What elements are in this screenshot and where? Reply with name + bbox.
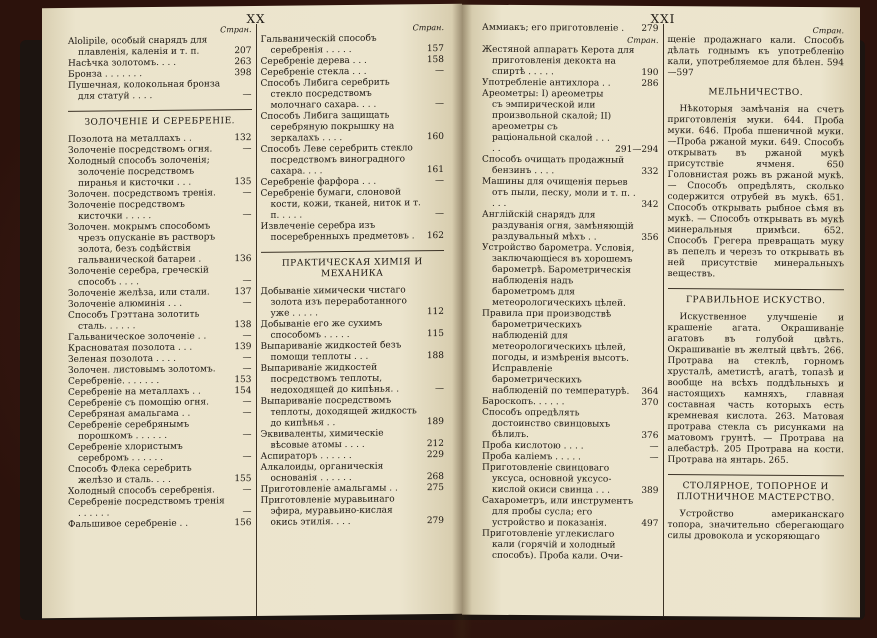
entry-title: Серебреніе стекла . . .: [260, 66, 367, 78]
entry-title: Сахарометръ, или инструментъ для пробы сусла; его устройство и показанія.: [482, 495, 634, 529]
entry-page: 115: [426, 328, 444, 340]
right-column-2: [663, 24, 849, 617]
entry-title: Англійскій снарядъ для раздуванія огня, замѣняющій раздувальный мѣхъ . .: [482, 209, 634, 243]
entry-title: Способъ Либига серебрить стекло посредствомъ молочнаго сахара. . . .: [260, 77, 390, 111]
index-entry: [482, 177, 659, 211]
index-entry: [68, 441, 252, 465]
entry-title: Приготовленіе амальгамы . .: [260, 483, 398, 495]
entry-page: 139: [234, 342, 252, 353]
entry-page: —: [435, 98, 444, 110]
entry-title: Серебреніе посредствомъ тренія . . . . . .: [68, 496, 225, 519]
entry-page: 370: [641, 397, 659, 408]
right-page: [462, 5, 860, 618]
entry-title: Золочен. мокрымъ способомъ чрезъ опусканіе въ растворъ золота, безъ содѣйствія гальванической батареи .: [68, 221, 216, 266]
entry-page: —: [242, 188, 252, 199]
entry-page: 364: [641, 386, 659, 397]
index-entry: [261, 428, 445, 452]
entry-title: Аспираторъ . . . . . .: [260, 450, 352, 462]
index-entry: [68, 221, 252, 267]
entry-title: Приготовленіе свинцоваго уксуса, основной уксусо-кислой окиси свинца . . .: [482, 462, 612, 496]
index-entry: [482, 210, 659, 244]
index-entry: [482, 89, 659, 156]
entry-title: Бароскопъ. . . . . .: [482, 396, 565, 408]
entry-page: —: [242, 485, 252, 496]
paragraph: Устройство американскаго топора, значительно сберегающаго силы дровокола и ускоряющаго: [667, 509, 844, 543]
entry-page: —: [242, 452, 252, 463]
entry-page: 112: [426, 306, 444, 318]
entry-title: Извлеченіе серебра изъ посеребренныхъ предметовъ .: [260, 220, 415, 243]
entry-page: 138: [234, 320, 252, 331]
entry-page: 156: [234, 518, 252, 529]
entry-title: Серебреніе дерева . . .: [260, 55, 367, 67]
entry-title: Выпариваніе жидкостей посредствомъ теплоты, недоходящей до кипѣнья. .: [260, 362, 400, 396]
entry-page: 212: [426, 438, 444, 450]
entry-page: —: [435, 208, 444, 220]
section-heading: ГРАВИЛЬНОЕ ИСКУСТВО.: [668, 288, 845, 307]
entry-title: Проба каліемъ . . . . .: [482, 451, 581, 463]
index-entry: [482, 155, 659, 178]
entry-title: Пушечная, колокольная бронза для статуй . . . .: [68, 79, 221, 102]
index-entry: [68, 199, 252, 223]
paragraph: щеніе продажнаго кали. Способъ дѣлать годнымъ къ употребленію кали, употребляемое для бѣлен. 594—597: [667, 35, 844, 79]
entry-page: —: [435, 65, 444, 77]
page-number: XXI: [650, 11, 676, 27]
entry-page: —: [435, 175, 444, 187]
entry-page: —: [242, 331, 252, 342]
entry-title: Золоченіе посредствомъ огня.: [68, 144, 213, 156]
index-entry: [261, 340, 445, 364]
entry-title: Золочен. листовымъ золотомъ.: [68, 364, 216, 376]
entry-title: Alolipile, особый снарядъ для плавленія, каленія и т. п.: [68, 35, 208, 58]
entry-title: Холодный способъ золоченія; золоченіе посредствомъ пиранья и кисточки . . .: [68, 155, 210, 189]
entry-title: Серебреніе фарфора . . .: [260, 176, 377, 188]
entry-title: Правила при производствѣ барометрическихъ наблюденій для метеорологическихъ цѣлей, погоды, и измѣренія высотъ. Исправленіе барометрическихъ наблюденій по температурѣ.: [482, 308, 630, 397]
entry-page: —: [242, 144, 252, 155]
entry-page: 389: [641, 485, 659, 496]
index-entry: [261, 494, 445, 529]
entry-page: 137: [234, 287, 252, 298]
entry-page: 356: [641, 232, 659, 243]
entry-page: —: [242, 364, 252, 375]
entry-title: Добываніе его же сухимъ способомъ . . . . .: [260, 318, 383, 341]
entry-title: Жестяной аппаратъ Керота для приготовленія декокта на спиртѣ . . . . .: [482, 44, 635, 78]
entry-page: 332: [641, 166, 659, 177]
entry-title: Серебряная амальгама . .: [68, 408, 191, 420]
entry-page: —: [649, 441, 659, 452]
pages-header: Стран.: [627, 35, 659, 45]
entry-title: Красноватая позолота . . .: [68, 342, 193, 354]
entry-title: Способъ опредѣлять достоинство свинцовыхъ бѣлилъ.: [482, 407, 611, 441]
entry-page: —: [242, 276, 252, 287]
entry-page: 207: [234, 46, 252, 57]
entry-page: —: [242, 298, 252, 309]
entry-title: Позолота на металлахъ . .: [68, 133, 192, 145]
entry-page: 154: [234, 386, 252, 397]
index-entry: [482, 23, 659, 35]
index-entry: [68, 463, 252, 487]
section-heading: МЕЛЬНИЧЕСТВО.: [708, 87, 804, 98]
entry-title: Гальваническое золоченіе . .: [68, 331, 207, 343]
entry-page: 342: [641, 199, 659, 210]
entry-page: 229: [426, 449, 444, 461]
entry-page: 135: [234, 177, 252, 188]
entry-page: 275: [426, 482, 444, 494]
index-entry: [261, 220, 445, 244]
entry-title: Устройство барометра. Условія, заключающіеся въ хорошемъ барометрѣ. Барометрическія наблюденія надъ барометромъ для метеорологическихъ цѣлей.: [482, 242, 635, 309]
entry-title: Способъ Либига защищать серебряную покрышку на зеркалахъ . . . .: [260, 110, 395, 144]
index-entry: [482, 408, 659, 442]
entry-page: 153: [234, 375, 252, 386]
paragraph: Нѣкоторыя замѣчанія на счетъ приготовленія муки. 644. Проба муки. 646. Проба пшеничной муки.—Проба ржаной муки. 649. Способъ открывать въ ржаной мукѣ присутствіе ячменя. 650 Головнистая рожь въ ржаной мукѣ. — Способъ опредѣлять, сколько содержится отрубей въ мукѣ. 651. Способъ открывать рыбное сѣмя въ мукѣ. — Способъ открывать въ мукѣ минеральныя примѣси. 652. Способъ Грегера превращать муку въ пепелъ и черезъ то открывать въ ней присутствіе минеральныхъ веществъ.: [667, 104, 844, 280]
section-heading: ЗОЛОЧЕНІЕ И СЕРЕБРЕНІЕ.: [68, 109, 252, 129]
entry-page: 268: [426, 471, 444, 483]
pages-header: Стран.: [412, 22, 444, 33]
left-column-1: [64, 24, 256, 618]
entry-title: Алкалоиды, органическія основанія . . . . . .: [260, 461, 384, 484]
entry-title: Золочен. посредствомъ тренія.: [68, 188, 216, 200]
index-entry: [482, 463, 659, 497]
entry-title: Приготовленіе муравьинаго эфира, муравьино-кислая окись этилія. . . .: [260, 494, 395, 528]
pages-header: Стран.: [220, 25, 252, 35]
entry-page: —: [242, 397, 252, 408]
entry-page: 190: [641, 67, 659, 78]
index-entry: [68, 265, 252, 289]
index-entry: [482, 243, 659, 310]
entry-title: Гальваническій способъ серебренія . . . . .: [260, 33, 377, 56]
entry-title: Способъ очищать продажный бензинъ . . . .: [482, 154, 625, 177]
index-entry: [68, 419, 252, 443]
index-entry: [68, 35, 252, 59]
entry-title: Зеленая позолота . . . .: [68, 353, 176, 365]
book-gutter: [452, 0, 472, 638]
index-entry: [68, 155, 252, 190]
section-heading: СТОЛЯРНОЕ, ТОПОРНОЕ И ПЛОТНИЧНОЕ МАСТЕРСТВО.: [668, 474, 845, 504]
entry-page: 188: [426, 350, 444, 362]
left-column-2: [256, 22, 449, 618]
left-page: [42, 4, 462, 618]
index-entry: [261, 395, 445, 430]
entry-page: 158: [426, 54, 444, 66]
entry-title: Золоченіе желѣза, или стали.: [68, 287, 210, 299]
index-entry: [68, 496, 252, 520]
index-entry: [261, 110, 445, 145]
entry-page: —: [242, 90, 252, 101]
index-entry: [482, 309, 659, 398]
index-entry: [482, 529, 659, 563]
index-entry: [482, 45, 659, 79]
entry-title: Серебреніе бумаги, слоновой кости, кожи, тканей, ниток и т. п. . . . .: [260, 187, 421, 221]
entry-title: Употребленіе антихлора . .: [482, 77, 611, 89]
entry-page: 279: [641, 23, 659, 34]
entry-title: Серебреніе хлористымъ серебромъ . . . . . .: [68, 441, 183, 464]
index-entry: [261, 77, 445, 112]
entry-page: 263: [234, 57, 252, 68]
entry-page: 398: [234, 68, 252, 79]
index-entry: [261, 33, 445, 57]
entry-title: Серебреніе съ помощію огня.: [68, 397, 209, 409]
entry-title: Холодный способъ серебренія.: [68, 485, 215, 497]
entry-title: Золоченіе алюминія . . .: [68, 298, 183, 310]
entry-title: Добываніе химически чистаго золота изъ переработанного уже . . . . .: [260, 285, 407, 319]
entry-page: 132: [234, 133, 252, 144]
entry-title: Серебреніе серебрянымъ порошкомъ . . . . . .: [68, 419, 190, 442]
entry-title: Эквиваленты, химическіе вѣсовые атомы . . . .: [260, 428, 384, 451]
entry-page: 162: [426, 230, 444, 242]
index-entry: [68, 79, 252, 103]
entry-title: Способъ Грэттана золотить сталь. . . . . .: [68, 309, 200, 332]
entry-page: 279: [426, 515, 444, 527]
entry-page: 155: [234, 474, 252, 485]
entry-title: Ареометры: I) ареометры съ эмпирической или произвольной скалой; II) ареометры съ раціональной скалой . . . . .: [482, 88, 612, 154]
entry-page: —: [242, 507, 252, 518]
entry-title: Золоченіе посредствомъ кисточки . . . . .: [68, 199, 185, 222]
index-entry: [261, 318, 445, 342]
entry-page: 160: [426, 131, 444, 143]
index-entry: [261, 143, 445, 178]
entry-page: 189: [426, 416, 444, 428]
entry-title: Насѣчка золотомъ. . . .: [68, 57, 177, 69]
entry-page: —: [242, 430, 252, 441]
entry-title: Серебреніе. . . . . . .: [68, 375, 160, 387]
index-entry: [261, 461, 445, 485]
entry-page: 136: [234, 254, 252, 265]
entry-title: Золоченіе серебра, греческій способъ . . . .: [68, 265, 209, 288]
index-entry: [482, 496, 659, 530]
entry-title: Фальшивое серебреніе . .: [68, 518, 189, 530]
entry-page: 497: [641, 518, 659, 529]
entry-page: 376: [641, 430, 659, 441]
entry-page: —: [242, 353, 252, 364]
entry-page: —: [242, 210, 252, 221]
page-number: XX: [246, 11, 266, 27]
entry-title: Способъ Флека серебрить желѣзо и сталь. . . .: [68, 463, 192, 486]
entry-title: Аммиакъ; его приготовленіе .: [482, 22, 625, 34]
paragraph: Искуственное улучшеніе и крашеніе агата. Окрашиваніе агатовъ въ голубой цвѣтъ. Окрашиваніе въ желтый цвѣтъ. 266. Протрава на стеклѣ, горномъ хрусталѣ, аметистѣ, агатѣ, топазѣ и вообще на всѣхъ поддѣльныхъ и настоящихъ камняхъ, главная составная часть которыхъ есть кремневая кислота. 263. Матовая протрава стекла съ рисунками на матовомъ грунтѣ. — Протрава на алебастрѣ. 205 Протрава на кости. Протрава на янтарь. 265.: [667, 312, 844, 466]
entry-page: 291—294: [615, 144, 659, 155]
index-entry: [261, 187, 445, 222]
entry-page: —: [242, 408, 252, 419]
entry-title: Машины для очищенія перьев отъ пыли, песку, моли и т. п. . . . .: [482, 176, 636, 209]
index-entry: [261, 285, 445, 320]
section-heading: ПРАКТИЧЕСКАЯ ХИМІЯ И МЕХАНИКА: [261, 250, 445, 281]
entry-title: Бронза . . . . . . .: [68, 69, 143, 80]
entry-title: Серебреніе на металлахъ . .: [68, 386, 201, 398]
entry-title: Выпариваніе посредствомъ теплоты, доходящей жидкость до кипѣнья . .: [260, 395, 417, 429]
entry-page: —: [435, 383, 444, 395]
entry-page: 161: [426, 164, 444, 176]
pages-header: Стран.: [812, 26, 844, 36]
entry-title: Выпариваніе жидкостей безъ помощи теплоты . . .: [260, 340, 402, 363]
entry-page: —: [649, 452, 659, 463]
index-entry: [68, 309, 252, 333]
index-entry: [68, 518, 252, 531]
entry-page: 157: [426, 43, 444, 55]
right-column-1: [478, 23, 663, 618]
entry-title: Способъ Леве серебрить стекло посредствомъ виноградного сахара. . . .: [260, 143, 413, 177]
index-entry: [261, 362, 445, 397]
entry-title: Проба кислотою . . . .: [482, 440, 584, 452]
entry-title: Приготовленіе углекислаго кали (горячій и холодный способъ). Проба кали. Очи-: [482, 528, 623, 562]
entry-page: 286: [641, 78, 659, 89]
